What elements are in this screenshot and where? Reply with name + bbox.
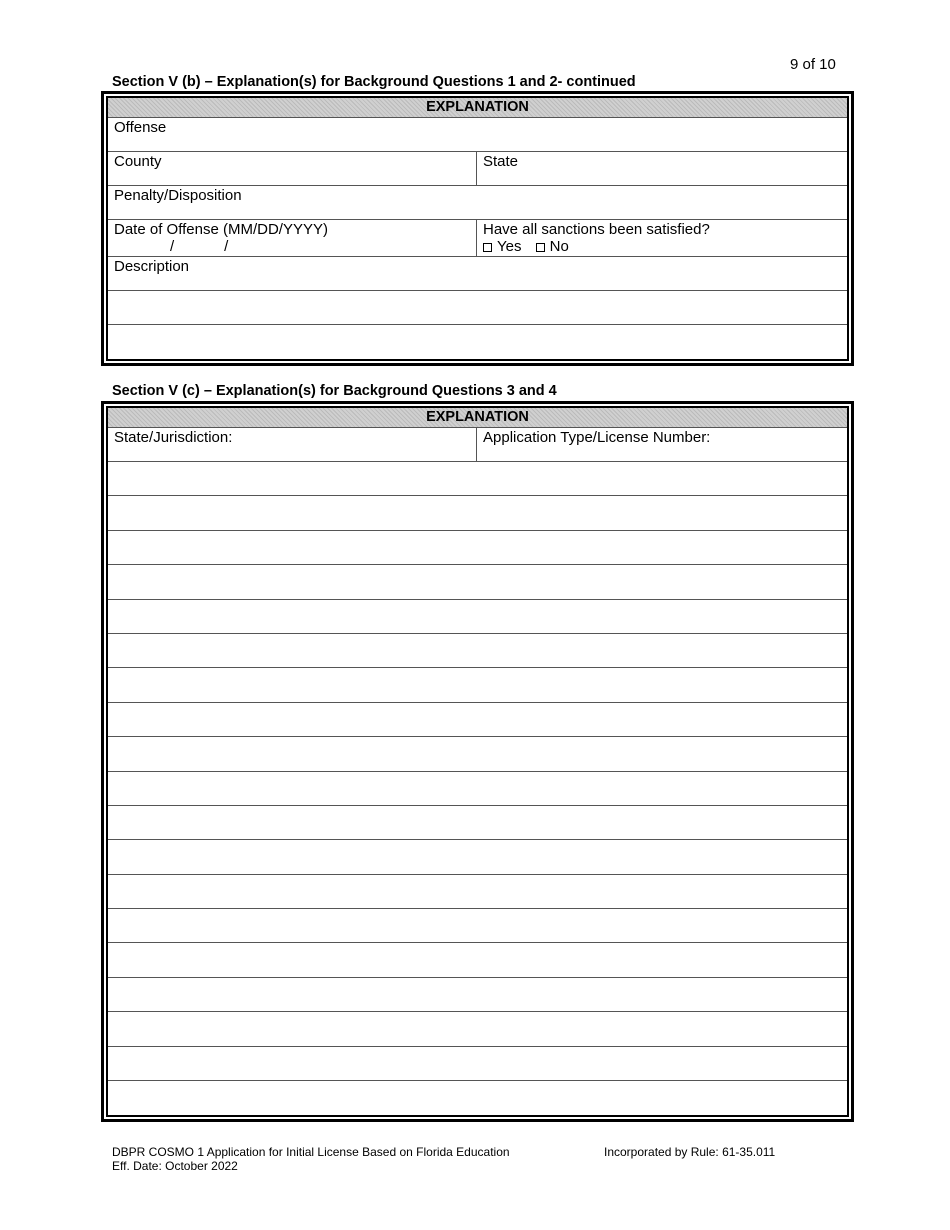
section-c-explanation-header: EXPLANATION xyxy=(108,408,847,428)
state-jurisdiction-field[interactable] xyxy=(108,428,477,461)
explanation-line[interactable] xyxy=(108,875,847,909)
sanctions-label: Have all sanctions been satisfied? xyxy=(483,221,710,238)
explanation-line[interactable] xyxy=(108,806,847,840)
penalty-label: Penalty/Disposition xyxy=(114,187,242,204)
footer-eff-date: Eff. Date: October 2022 xyxy=(112,1159,238,1173)
state-label: State xyxy=(483,153,519,170)
section-b-form xyxy=(101,91,854,366)
county-state-row xyxy=(108,152,847,186)
offense-label: Offense xyxy=(114,119,167,136)
explanation-line[interactable] xyxy=(108,531,847,565)
no-label: No xyxy=(549,238,569,255)
description-line[interactable] xyxy=(108,325,847,359)
yes-label: Yes xyxy=(497,238,522,255)
section-b-explanation-header: EXPLANATION xyxy=(108,98,847,118)
yes-option[interactable] xyxy=(483,238,521,255)
footer-form-name: DBPR COSMO 1 Application for Initial License Based on Florida Education xyxy=(112,1145,510,1159)
explanation-line[interactable] xyxy=(108,1012,847,1046)
description-line[interactable] xyxy=(108,291,847,325)
explanation-line[interactable] xyxy=(108,703,847,737)
jurisdiction-row xyxy=(108,428,847,462)
penalty-row[interactable] xyxy=(108,186,847,220)
explanation-line[interactable] xyxy=(108,737,847,771)
explanation-line[interactable] xyxy=(108,496,847,530)
explanation-line[interactable] xyxy=(108,565,847,599)
description-row[interactable] xyxy=(108,257,847,291)
footer-left xyxy=(112,1145,510,1173)
explanation-line[interactable] xyxy=(108,1081,847,1115)
county-field[interactable] xyxy=(108,152,477,185)
description-label: Description xyxy=(114,258,190,275)
explanation-line[interactable] xyxy=(108,668,847,702)
section-b-title: Section V (b) – Explanation(s) for Background Questions 1 and 2- continued xyxy=(112,74,636,90)
explanation-line[interactable] xyxy=(108,1047,847,1081)
date-sanctions-row xyxy=(108,220,847,257)
yes-checkbox[interactable] xyxy=(483,243,492,252)
state-field[interactable] xyxy=(477,152,847,185)
footer-rule: Incorporated by Rule: 61-35.011 xyxy=(604,1145,776,1159)
sanctions-field xyxy=(477,220,847,256)
date-of-offense-label: Date of Offense (MM/DD/YYYY) xyxy=(114,221,328,238)
explanation-line[interactable] xyxy=(108,600,847,634)
explanation-line[interactable] xyxy=(108,772,847,806)
explanation-lines xyxy=(108,462,847,1115)
section-c-title: Section V (c) – Explanation(s) for Background Questions 3 and 4 xyxy=(112,383,557,399)
explanation-line[interactable] xyxy=(108,909,847,943)
date-of-offense-field[interactable] xyxy=(108,220,477,256)
section-c-form xyxy=(101,401,854,1122)
date-slashes: / / xyxy=(170,238,229,255)
county-label: County xyxy=(114,153,162,170)
offense-row[interactable] xyxy=(108,118,847,152)
explanation-line[interactable] xyxy=(108,943,847,977)
no-option[interactable] xyxy=(536,238,569,255)
application-type-field[interactable] xyxy=(477,428,847,461)
explanation-line[interactable] xyxy=(108,840,847,874)
application-type-label: Application Type/License Number: xyxy=(483,429,711,446)
page-number: 9 of 10 xyxy=(790,56,836,73)
explanation-line[interactable] xyxy=(108,978,847,1012)
state-jurisdiction-label: State/Jurisdiction: xyxy=(114,429,233,446)
explanation-line[interactable] xyxy=(108,462,847,496)
no-checkbox[interactable] xyxy=(536,243,545,252)
explanation-line[interactable] xyxy=(108,634,847,668)
